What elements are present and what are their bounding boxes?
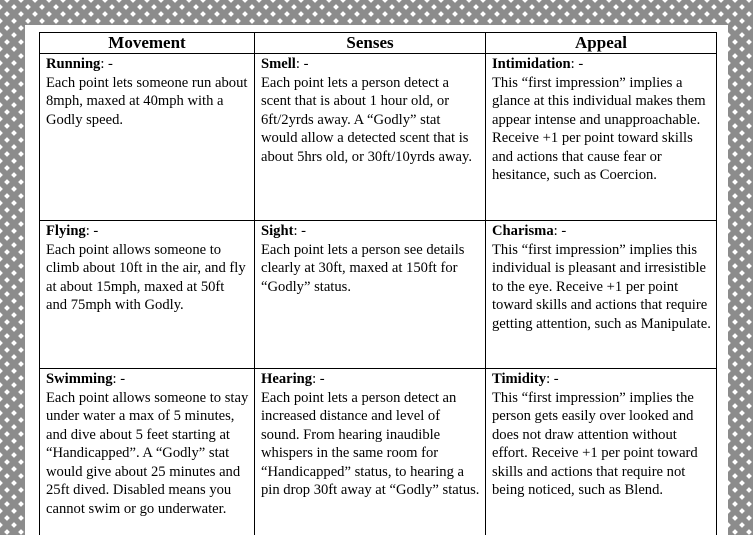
trait-separator: : - bbox=[546, 371, 559, 387]
trait-description: Each point lets a person detect an increased distance and level of sound. From hearing inaudible whispers in the same room for “Handicapped” status, to hearing a pin drop 30ft away at “Godly” status. bbox=[261, 389, 480, 498]
trait-name: Smell bbox=[261, 56, 296, 72]
header-row bbox=[40, 33, 717, 54]
traits-table bbox=[39, 32, 717, 535]
table-cell-intimidation bbox=[486, 54, 717, 221]
trait-separator: : - bbox=[85, 223, 99, 239]
trait-description: Each point allows someone to climb about 10ft in the air, and fly at about 15mph, maxed at 50ft and 75mph with Godly. bbox=[46, 241, 246, 313]
trait-name: Running bbox=[46, 56, 101, 72]
trait-name: Charisma bbox=[492, 223, 554, 239]
table-row bbox=[40, 221, 717, 369]
trait-description: Each point lets someone run about 8mph, maxed at 40mph with a Godly speed. bbox=[46, 74, 248, 128]
table-cell-charisma bbox=[486, 221, 717, 369]
trait-description: This “first impression” implies the person gets easily over looked and does not draw attention without effort. Receive +1 per point toward skills and actions that require not being noticed, such as Blend. bbox=[492, 389, 698, 498]
table-cell-timidity bbox=[486, 369, 717, 535]
trait-separator: : - bbox=[570, 56, 584, 72]
trait-description: This “first impression” implies this individual is pleasant and irresistible to the eye. Receive +1 per point toward skills and actions that require getting attention, such as Manipulate. bbox=[492, 241, 711, 332]
trait-name: Hearing bbox=[261, 371, 313, 387]
table-cell-flying bbox=[40, 221, 255, 369]
table-row bbox=[40, 369, 717, 535]
table-cell-smell bbox=[255, 54, 486, 221]
trait-separator: : - bbox=[295, 56, 309, 72]
header-appeal: Appeal bbox=[486, 33, 717, 54]
trait-description: Each point allows someone to stay under water a max of 5 minutes, and dive about 5 feet starting at “Handicapped”. A “Godly” stat would give about 25 minutes and 25ft dived. Disabled means you cannot swim or go underwater. bbox=[46, 389, 249, 517]
trait-separator: : - bbox=[553, 223, 567, 239]
trait-separator: : - bbox=[112, 371, 126, 387]
table-row bbox=[40, 54, 717, 221]
trait-name: Flying bbox=[46, 223, 86, 239]
table-cell-swimming bbox=[40, 369, 255, 535]
trait-description: Each point lets a person see details clearly at 30ft, maxed at 150ft for “Godly” status. bbox=[261, 241, 465, 295]
trait-name: Sight bbox=[261, 223, 294, 239]
trait-name: Swimming bbox=[46, 371, 113, 387]
trait-name: Intimidation bbox=[492, 56, 571, 72]
table-cell-hearing bbox=[255, 369, 486, 535]
trait-description: This “first impression” implies a glance at this individual makes them appear intense and unapproachable. Receive +1 per point toward skills and actions that cause fear or hesitance, such as Coercion. bbox=[492, 74, 706, 183]
trait-name: Timidity bbox=[492, 371, 547, 387]
header-movement: Movement bbox=[40, 33, 255, 54]
trait-separator: : - bbox=[293, 223, 307, 239]
trait-description: Each point lets a person detect a scent that is about 1 hour old, or 6ft/2yrds away. A “Godly” stat would allow a detected scent that is about 5hrs old, or 30ft/10yrds away. bbox=[261, 74, 473, 165]
trait-separator: : - bbox=[312, 371, 325, 387]
table-cell-running bbox=[40, 54, 255, 221]
table-cell-sight bbox=[255, 221, 486, 369]
trait-separator: : - bbox=[100, 56, 113, 72]
header-senses: Senses bbox=[255, 33, 486, 54]
